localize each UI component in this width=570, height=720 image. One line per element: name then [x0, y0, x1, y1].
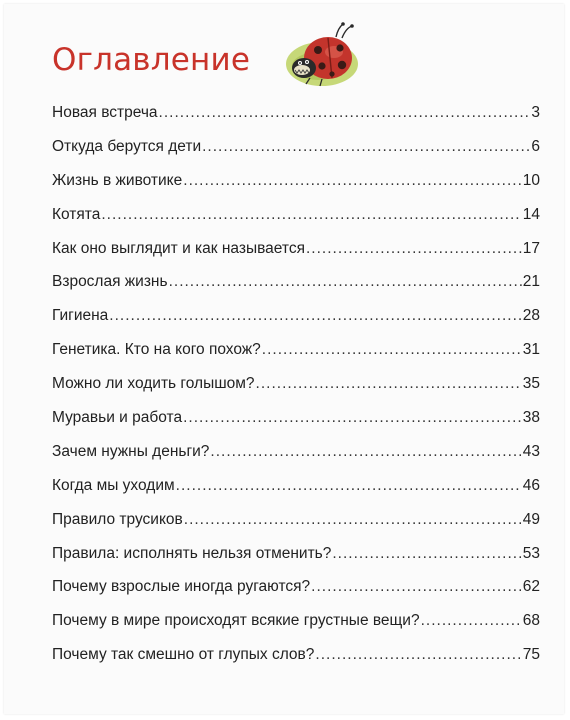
toc-entry-title: Новая встреча — [52, 104, 158, 121]
toc-entry[interactable] — [52, 198, 540, 232]
toc-entry-title: Котята — [52, 205, 101, 223]
book-page — [4, 4, 564, 714]
toc-entry-page-number: 28 — [522, 307, 540, 325]
toc-entry-title: Гигиена — [52, 307, 109, 325]
dot-leader — [169, 265, 522, 299]
dot-leader — [101, 198, 521, 232]
toc-entry-page-number: 35 — [522, 375, 540, 393]
dot-leader — [184, 503, 522, 537]
toc-entry[interactable] — [52, 401, 540, 435]
toc-entry[interactable] — [52, 232, 540, 266]
dot-leader — [183, 164, 521, 198]
dot-leader — [315, 638, 521, 672]
toc-entry[interactable] — [52, 130, 540, 164]
toc-entry[interactable] — [52, 164, 540, 198]
dot-leader — [176, 469, 522, 503]
toc-entry[interactable] — [52, 96, 540, 130]
toc-entry-page-number: 53 — [522, 544, 540, 562]
toc-entry-page-number: 21 — [522, 273, 540, 291]
toc-entry-title: Можно ли ходить голышом? — [52, 375, 255, 393]
toc-entry-page-number: 31 — [522, 341, 540, 359]
dot-leader — [183, 401, 522, 435]
toc-entry-page-number: 62 — [522, 578, 540, 596]
dot-leader — [332, 537, 521, 571]
toc-entry-page-number: 49 — [522, 510, 540, 528]
dot-leader — [262, 333, 522, 367]
dot-leader — [210, 435, 521, 469]
toc-entry-page-number: 3 — [531, 104, 540, 121]
dot-leader — [306, 232, 522, 266]
dot-leader — [311, 570, 522, 604]
dot-leader — [421, 604, 522, 638]
toc-entry[interactable] — [52, 503, 540, 537]
toc-entry-title: Муравьи и работа — [52, 409, 183, 427]
dot-leader — [159, 96, 531, 130]
toc-entry-page-number: 46 — [522, 476, 540, 494]
toc-entry-page-number: 75 — [522, 646, 540, 664]
toc-entry-page-number: 68 — [522, 612, 540, 630]
toc-entry[interactable] — [52, 537, 540, 571]
toc-entry-title: Почему так смешно от глупых слов? — [52, 646, 315, 664]
toc-entry-title: Откуда берутся дети — [52, 137, 202, 155]
toc-entry[interactable] — [52, 333, 540, 367]
toc-entry[interactable] — [52, 570, 540, 604]
toc-entry-page-number: 14 — [522, 205, 540, 223]
toc-entry-title: Почему взрослые иногда ругаются? — [52, 578, 311, 596]
title-row — [52, 42, 250, 92]
page-title: Оглавление — [52, 42, 251, 78]
toc-entry-title: Правило трусиков — [52, 510, 183, 528]
toc-entry[interactable] — [52, 638, 540, 672]
dot-leader — [256, 367, 522, 401]
toc-entry-title: Взрослая жизнь — [52, 273, 168, 291]
dot-leader — [109, 299, 521, 333]
toc-entry-page-number: 43 — [522, 442, 540, 460]
toc-entry-title: Почему в мире происходят всякие грустные вещи? — [52, 612, 420, 630]
toc-entry-page-number: 17 — [522, 239, 540, 257]
dot-leader — [202, 130, 530, 164]
toc-entry-title: Жизнь в животике — [52, 171, 183, 189]
toc-entry[interactable] — [52, 435, 540, 469]
ladybug-icon — [282, 20, 368, 92]
toc-entry-title: Зачем нужны деньги? — [52, 442, 210, 460]
toc-entry[interactable] — [52, 604, 540, 638]
toc-entry-page-number: 6 — [531, 137, 540, 155]
toc-entry-title: Генетика. Кто на кого похож? — [52, 341, 261, 359]
toc-entry[interactable] — [52, 367, 540, 401]
toc-entry[interactable] — [52, 299, 540, 333]
toc-entry-title: Правила: исполнять нельзя отменить? — [52, 544, 332, 562]
toc-entry-title: Когда мы уходим — [52, 476, 175, 494]
table-of-contents — [52, 96, 540, 672]
toc-entry-title: Как оно выглядит и как называется — [52, 239, 305, 257]
toc-entry-page-number: 38 — [522, 409, 540, 427]
toc-entry[interactable] — [52, 265, 540, 299]
toc-entry[interactable] — [52, 469, 540, 503]
toc-entry-page-number: 10 — [522, 171, 540, 189]
